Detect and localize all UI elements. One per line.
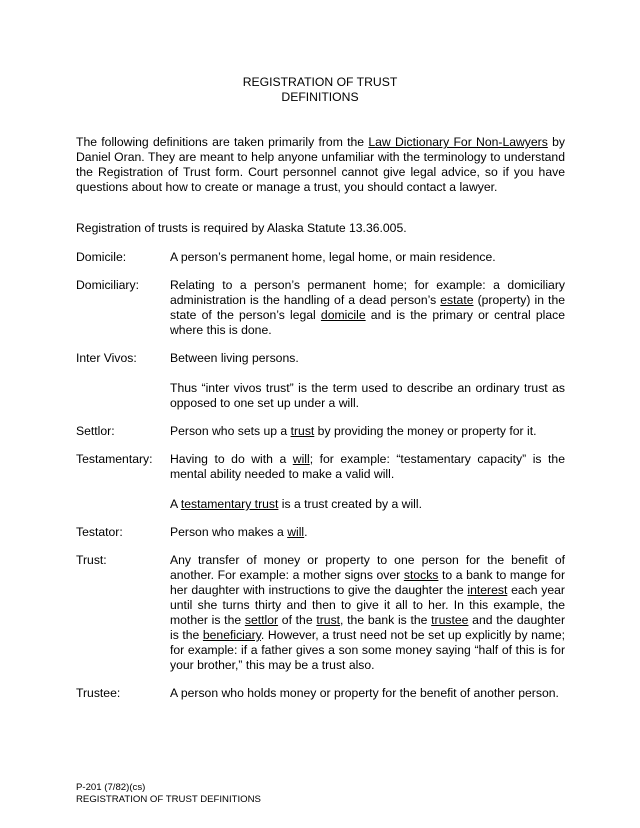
intro-text-continued: by Daniel Oran. They are meant to help anyone unfamiliar with the terminology to understand the Registration of Trust form. Court personnel cannot give legal advice, so if you have questions about how to create or manage a trust, you should contact a lawyer. bbox=[76, 135, 565, 194]
underlined-term: will bbox=[292, 452, 310, 466]
title-line-1: REGISTRATION OF TRUST bbox=[242, 75, 398, 89]
term-label: Settlor: bbox=[76, 424, 115, 438]
definition-paragraph: A person who holds money or property for the benefit of another person. bbox=[170, 686, 559, 700]
statute-paragraph: Registration of trusts is required by Alaska Statute 13.36.005. bbox=[76, 221, 407, 235]
definition-testamentary bbox=[76, 452, 565, 512]
underlined-term: trust bbox=[316, 613, 341, 627]
definition-text bbox=[170, 278, 565, 338]
definition-text bbox=[170, 351, 565, 411]
term-label: Domiciliary: bbox=[76, 278, 139, 292]
definition-text bbox=[170, 452, 565, 512]
definition-inter-vivos bbox=[76, 351, 565, 411]
term-label: Domicile: bbox=[76, 250, 127, 264]
term-label: Testamentary: bbox=[76, 452, 153, 466]
definition-paragraph: Between living persons. bbox=[170, 351, 299, 365]
term-label: Testator: bbox=[76, 525, 123, 539]
definition-paragraph: Having to do with a will; for example: “testamentary capacity” is the mental ability needed to make a valid will. bbox=[170, 452, 565, 481]
definition-text bbox=[170, 553, 565, 673]
term-label: Inter Vivos: bbox=[76, 351, 137, 365]
definitions-list bbox=[76, 250, 565, 714]
definition-paragraph: A testamentary trust is a trust created by a will. bbox=[170, 497, 422, 511]
underlined-term: will bbox=[287, 525, 305, 539]
underlined-term: interest bbox=[467, 583, 508, 597]
definition-trustee bbox=[76, 686, 565, 701]
definition-domicile bbox=[76, 250, 565, 265]
intro-paragraph bbox=[76, 135, 565, 195]
page-title bbox=[0, 75, 640, 105]
term-label: Trustee: bbox=[76, 686, 121, 700]
intro-text: The following definitions are taken primarily from the bbox=[76, 135, 369, 149]
definition-paragraph: Relating to a person’s permanent home; for example: a domiciliary administration is the handling of a dead person’s estate (property) in the state of the person’s legal domicile and is the primary or central place where this is done. bbox=[170, 278, 565, 337]
underlined-term: testamentary trust bbox=[180, 497, 279, 511]
form-number: P-201 (7/82)(cs) bbox=[76, 782, 146, 793]
book-title: Law Dictionary For Non-Lawyers bbox=[368, 135, 548, 149]
definition-text bbox=[170, 424, 565, 439]
definition-text bbox=[170, 250, 565, 265]
definition-paragraph: Person who sets up a trust by providing the money or property for it. bbox=[170, 424, 537, 438]
underlined-term: estate bbox=[440, 293, 474, 307]
definition-paragraph: Any transfer of money or property to one person for the benefit of another. For example: a mother signs over stocks to a bank to mange for her daughter with instructions to give the daughter the interest each year until she turns thirty and then to give it all to her. In this example, the mother is the settlor of the trust, the bank is the trustee and the daughter is the beneficiary. However, a trust need not be set up explicitly by name; for example: if a father gives a son some money saying “half of this is for your brother,” this may be a trust also. bbox=[170, 553, 565, 672]
underlined-term: trustee bbox=[431, 613, 469, 627]
underlined-term: trust bbox=[290, 424, 315, 438]
form-title: REGISTRATION OF TRUST DEFINITIONS bbox=[76, 794, 261, 805]
definition-settlor bbox=[76, 424, 565, 439]
term-label: Trust: bbox=[76, 553, 107, 567]
underlined-term: domicile bbox=[320, 308, 366, 322]
definition-paragraph: A person’s permanent home, legal home, or main residence. bbox=[170, 250, 496, 264]
definition-trust bbox=[76, 553, 565, 673]
title-line-2: DEFINITIONS bbox=[281, 90, 359, 104]
definition-text bbox=[170, 525, 565, 540]
underlined-term: beneficiary bbox=[202, 628, 261, 642]
page-footer bbox=[76, 782, 565, 806]
definition-paragraph: Person who makes a will. bbox=[170, 525, 308, 539]
definition-testator bbox=[76, 525, 565, 540]
underlined-term: stocks bbox=[403, 568, 439, 582]
underlined-term: settlor bbox=[244, 613, 279, 627]
definition-text bbox=[170, 686, 565, 701]
definition-paragraph: Thus “inter vivos trust” is the term used to describe an ordinary trust as opposed to one set up under a will. bbox=[170, 381, 565, 410]
definition-domiciliary bbox=[76, 278, 565, 338]
